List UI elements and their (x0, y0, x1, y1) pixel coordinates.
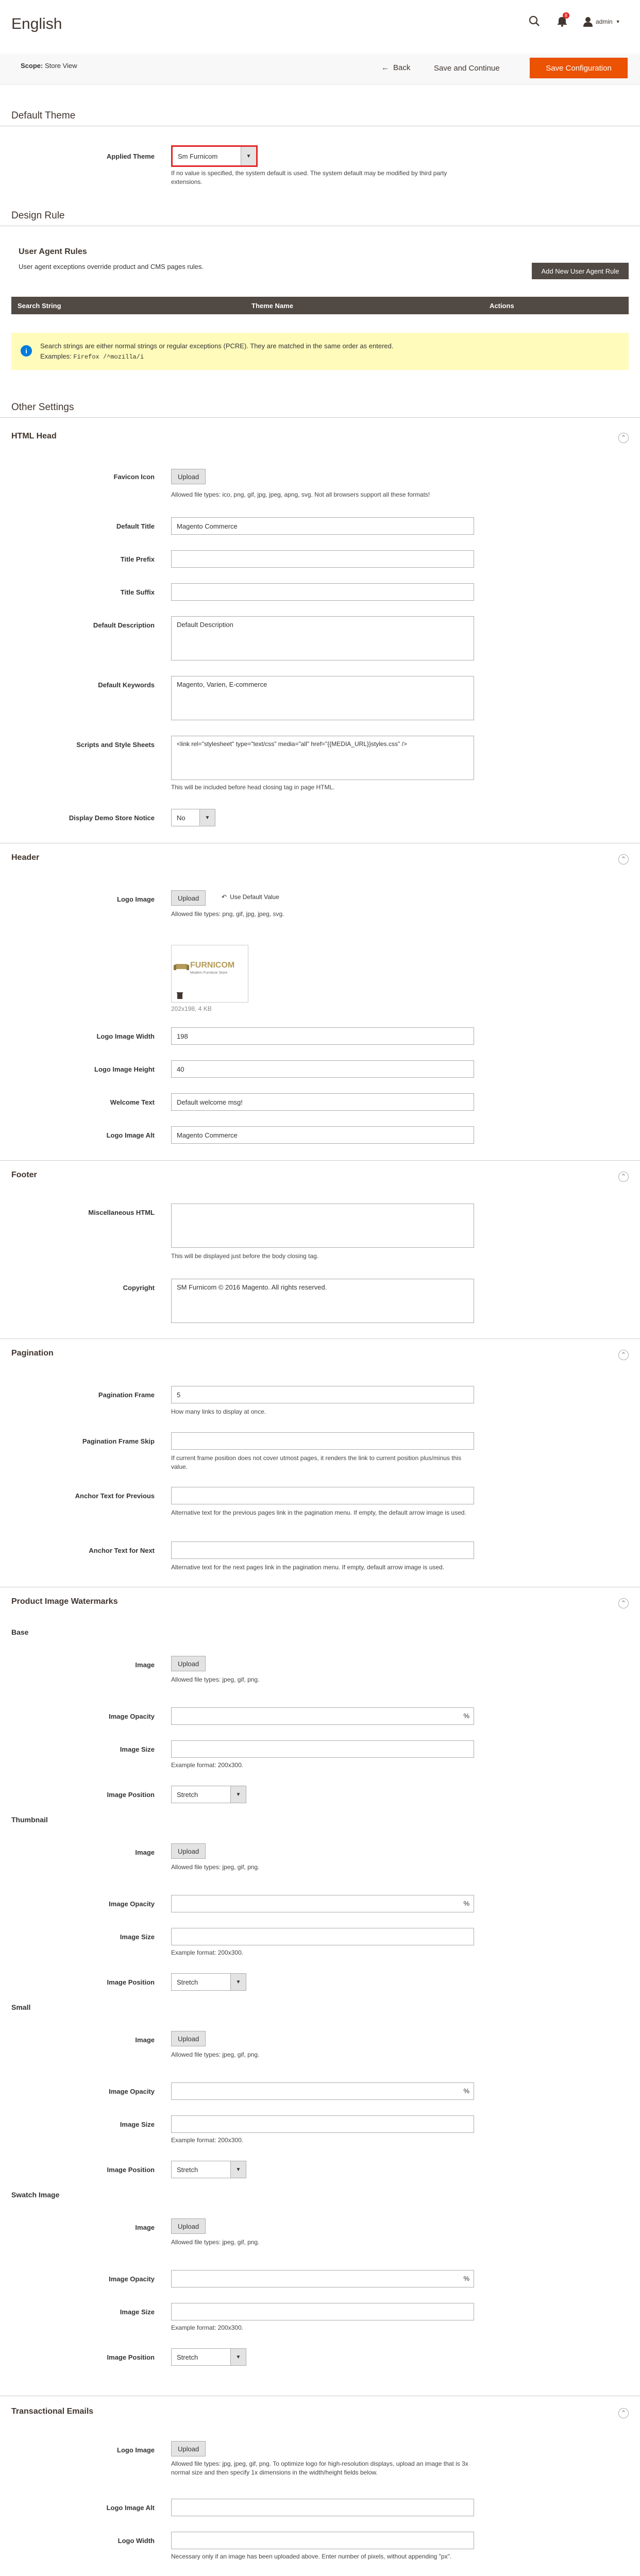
logo-width-input[interactable]: 198 (171, 1027, 474, 1045)
notification-count: 8 (563, 12, 569, 19)
watermark-opacity-label: Image Opacity (109, 2275, 155, 2283)
bell-icon[interactable] (557, 15, 569, 28)
anchor-prev-label: Anchor Text for Previous (75, 1492, 155, 1500)
chevron-down-icon: ▼ (230, 1974, 246, 1990)
design-rule-title: Design Rule (11, 210, 65, 221)
email-logo-width-input[interactable] (171, 2532, 474, 2549)
pagination-frame-note: How many links to display at once. (171, 1408, 266, 1415)
applied-theme-note: If no value is specified, the system default is used. The system default may be modified by third party extensions. (171, 170, 447, 185)
other-settings-title: Other Settings (11, 402, 74, 413)
watermark-size-label: Image Size (120, 2121, 155, 2128)
favicon-label: Favicon Icon (113, 473, 155, 481)
default-keywords-textarea[interactable]: Magento, Varien, E-commerce (171, 676, 474, 720)
watermark-base-title: Base (11, 1628, 29, 1636)
user-agent-table-header (11, 297, 629, 314)
divider (0, 1338, 640, 1339)
notice-box (11, 333, 629, 370)
watermark-size-note: Example format: 200x300. (171, 1949, 244, 1956)
transactional-emails-title[interactable]: Transactional Emails (11, 2407, 94, 2416)
logo-alt-input[interactable]: Magento Commerce (171, 1126, 474, 1144)
watermark-size-note: Example format: 200x300. (171, 1761, 244, 1769)
title-prefix-label: Title Prefix (120, 555, 155, 563)
watermark-image-note: Allowed file types: jpeg, gif, png. (171, 1863, 260, 1871)
watermark-size-note: Example format: 200x300. (171, 2137, 244, 2144)
collapse-icon[interactable]: ⌃ (618, 854, 629, 865)
chevron-down-icon: ▼ (230, 2349, 246, 2365)
watermark-swatch-position-select[interactable]: Stretch ▼ (171, 2348, 246, 2366)
misc-html-label: Miscellaneous HTML (88, 1209, 155, 1216)
title-suffix-label: Title Suffix (120, 588, 155, 596)
email-logo-alt-input[interactable] (171, 2499, 474, 2516)
logo-text: FURNICOM (190, 961, 235, 970)
anchor-next-input[interactable] (171, 1541, 474, 1559)
anchor-prev-input[interactable] (171, 1487, 474, 1504)
collapse-icon[interactable]: ⌃ (618, 1598, 629, 1608)
pagination-group-title[interactable]: Pagination (11, 1349, 54, 1358)
collapse-icon[interactable]: ⌃ (618, 2408, 629, 2418)
logo-subtext: Modern Furniture Store (190, 971, 228, 975)
watermark-position-label: Image Position (107, 1791, 155, 1799)
collapse-icon[interactable]: ⌃ (618, 1350, 629, 1360)
watermark-base-opacity-input[interactable]: % (171, 1707, 474, 1725)
chevron-down-icon: ▼ (230, 1786, 246, 1803)
chevron-down-icon: ▼ (230, 2161, 246, 2178)
watermark-size-label: Image Size (120, 1745, 155, 1753)
footer-group-title[interactable]: Footer (11, 1171, 37, 1179)
watermark-image-label: Image (135, 2224, 155, 2231)
add-user-agent-rule-button[interactable]: Add New User Agent Rule (532, 263, 629, 279)
logo-note: Allowed file types: png, gif, jpg, jpeg, svg. (171, 910, 284, 918)
watermark-small-upload-button[interactable]: Upload (171, 2031, 206, 2046)
divider (0, 417, 640, 418)
info-icon: i (21, 345, 32, 357)
watermark-size-label: Image Size (120, 2308, 155, 2316)
anchor-next-note: Alternative text for the next pages link in the pagination menu. If empty, default arrow image is used. (171, 1564, 445, 1571)
chevron-down-icon: ▼ (199, 809, 215, 826)
welcome-text-label: Welcome Text (110, 1098, 155, 1106)
watermark-swatch-upload-button[interactable]: Upload (171, 2218, 206, 2234)
email-logo-alt-label: Logo Image Alt (106, 2504, 155, 2512)
demo-notice-label: Display Demo Store Notice (69, 814, 155, 822)
demo-notice-select[interactable]: No ▼ (171, 809, 215, 826)
email-logo-width-label: Logo Width (117, 2537, 155, 2545)
logo-width-label: Logo Image Width (96, 1032, 155, 1040)
watermark-image-label: Image (135, 1849, 155, 1856)
title-suffix-input[interactable] (171, 583, 474, 601)
watermark-size-label: Image Size (120, 1933, 155, 1941)
pagination-frame-label: Pagination Frame (98, 1391, 155, 1399)
anchor-next-label: Anchor Text for Next (89, 1547, 155, 1554)
collapse-icon[interactable]: ⌃ (618, 433, 629, 443)
watermark-image-note: Allowed file types: jpeg, gif, png. (171, 1676, 260, 1683)
email-logo-note: Allowed file types: jpg, jpeg, gif, png. To optimize logo for high-resolution displays, upload an image that is 3x normal size and then specify 1x dimensions in the width/height fields below. (171, 2460, 468, 2476)
scripts-label: Scripts and Style Sheets (76, 741, 155, 749)
watermark-position-label: Image Position (107, 2353, 155, 2361)
favicon-upload-button[interactable]: Upload (171, 469, 206, 484)
watermark-thumbnail-title: Thumbnail (11, 1816, 48, 1824)
logo-upload-button[interactable]: Upload (171, 890, 206, 906)
save-configuration-button[interactable]: Save Configuration (530, 58, 628, 78)
welcome-text-input[interactable]: Default welcome msg! (171, 1093, 474, 1111)
watermark-swatch-opacity-input[interactable]: % (171, 2270, 474, 2287)
scope-label: Scope: Store View (21, 62, 77, 70)
applied-theme-select[interactable]: Sm Furnicom ▼ (171, 145, 258, 167)
column-header: Search String (18, 301, 61, 310)
title-prefix-input[interactable] (171, 550, 474, 568)
logo-preview (171, 945, 248, 1003)
logo-height-label: Logo Image Height (94, 1065, 155, 1073)
watermark-thumbnail-upload-button[interactable]: Upload (171, 1843, 206, 1859)
chevron-down-icon: ▼ (615, 19, 620, 24)
default-description-textarea[interactable]: Default Description (171, 616, 474, 660)
logo-height-input[interactable]: 40 (171, 1060, 474, 1078)
logo-image-label: Logo Image (117, 895, 155, 903)
scripts-note: This will be included before head closing tag in page HTML. (171, 784, 335, 791)
watermark-image-label: Image (135, 1661, 155, 1669)
html-head-title[interactable]: HTML Head (11, 432, 57, 440)
watermark-opacity-label: Image Opacity (109, 1900, 155, 1908)
logo-alt-label: Logo Image Alt (106, 1131, 155, 1139)
watermark-small-position-select[interactable]: Stretch ▼ (171, 2161, 246, 2178)
column-header: Actions (490, 301, 514, 310)
watermark-base-size-input[interactable] (171, 1740, 474, 1758)
watermark-image-label: Image (135, 2036, 155, 2044)
chevron-down-icon: ▼ (241, 147, 256, 165)
user-agent-rules-desc: User agent exceptions override product and CMS pages rules. (19, 263, 204, 270)
watermark-size-note: Example format: 200x300. (171, 2324, 244, 2331)
watermark-opacity-label: Image Opacity (109, 1713, 155, 1720)
watermark-opacity-label: Image Opacity (109, 2088, 155, 2095)
misc-html-textarea[interactable] (171, 1204, 474, 1248)
pagination-frame-input[interactable]: 5 (171, 1386, 474, 1403)
user-agent-rules-title: User Agent Rules (19, 247, 87, 256)
watermark-swatch-title: Swatch Image (11, 2191, 60, 2199)
watermark-thumbnail-size-input[interactable] (171, 1928, 474, 1945)
back-button[interactable]: ← Back (375, 59, 416, 76)
watermark-image-note: Allowed file types: jpeg, gif, png. (171, 2239, 260, 2246)
watermark-position-label: Image Position (107, 2166, 155, 2174)
watermark-small-title: Small (11, 2003, 31, 2011)
user-name: admin (596, 18, 613, 25)
watermark-base-position-select[interactable]: Stretch ▼ (171, 1786, 246, 1803)
user-icon (583, 16, 593, 27)
save-continue-button[interactable]: Save and Continue (428, 58, 506, 78)
misc-html-note: This will be displayed just before the body closing tag. (171, 1252, 319, 1260)
default-title-label: Default Title (116, 522, 155, 530)
collapse-icon[interactable]: ⌃ (618, 1172, 629, 1182)
watermark-image-note: Allowed file types: jpeg, gif, png. (171, 2051, 260, 2058)
pagination-skip-label: Pagination Frame Skip (82, 1437, 155, 1445)
default-title-input[interactable]: Magento Commerce (171, 517, 474, 535)
default-keywords-label: Default Keywords (98, 681, 155, 689)
header-group-title[interactable]: Header (11, 853, 40, 862)
scripts-textarea[interactable]: <link rel="stylesheet" type="text/css" media="all" href="{{MEDIA_URL}}styles.css" /> (171, 736, 474, 780)
undo-icon: ↶ (222, 893, 227, 901)
applied-theme-label: Applied Theme (106, 152, 155, 160)
watermarks-group-title[interactable]: Product Image Watermarks (11, 1597, 118, 1606)
use-default-checkbox[interactable]: ↶ Use Default Value (222, 893, 279, 901)
watermark-thumbnail-position-select[interactable]: Stretch ▼ (171, 1973, 246, 1991)
watermark-position-label: Image Position (107, 1978, 155, 1986)
copyright-textarea[interactable]: SM Furnicom © 2016 Magento. All rights reserved. (171, 1279, 474, 1323)
watermark-base-upload-button[interactable]: Upload (171, 1656, 206, 1671)
sofa-icon (174, 960, 189, 972)
email-logo-width-note: Necessary only if an image has been uploaded above. Enter number of pixels, without appending "px". (171, 2553, 452, 2560)
pagination-skip-input[interactable] (171, 1432, 474, 1450)
arrow-left-icon: ← (381, 63, 389, 72)
email-logo-upload-button[interactable]: Upload (171, 2441, 206, 2456)
watermark-small-opacity-input[interactable]: % (171, 2082, 474, 2100)
divider (0, 1160, 640, 1161)
user-menu[interactable] (583, 15, 630, 28)
watermark-small-size-input[interactable] (171, 2115, 474, 2133)
notice-line-2: Examples: Firefox /^mozilla/i (40, 352, 144, 361)
notice-line-1: Search strings are either normal strings or regular exceptions (PCRE). They are matched in the same order as entered. (40, 342, 394, 350)
email-logo-label: Logo Image (117, 2446, 155, 2454)
page-title: English (11, 15, 62, 32)
default-theme-title: Default Theme (11, 110, 76, 121)
copyright-label: Copyright (123, 1284, 155, 1292)
column-header: Theme Name (251, 301, 293, 310)
watermark-swatch-size-input[interactable] (171, 2303, 474, 2320)
watermark-thumbnail-opacity-input[interactable]: % (171, 1895, 474, 1912)
default-description-label: Default Description (93, 621, 155, 629)
logo-dimensions: 202x198, 4 KB (171, 1005, 212, 1012)
anchor-prev-note: Alternative text for the previous pages link in the pagination menu. If empty, the default arrow image is used. (171, 1509, 466, 1516)
trash-icon[interactable] (177, 992, 183, 999)
search-icon[interactable] (529, 15, 541, 28)
favicon-note: Allowed file types: ico, png, gif, jpg, jpeg, apng, svg. Not all browsers support all these formats! (171, 491, 430, 498)
pagination-skip-note: If current frame position does not cover utmost pages, it renders the link to current position plus/minus this value. (171, 1454, 461, 1470)
